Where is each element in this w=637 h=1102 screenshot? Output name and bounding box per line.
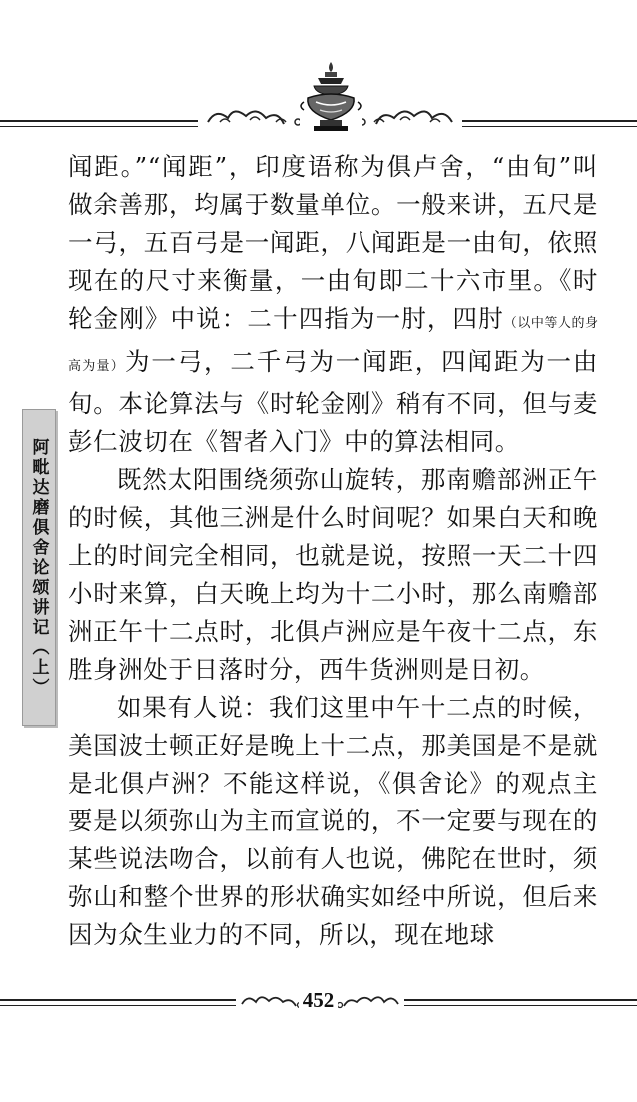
paragraph-1-text-after: 为一弓，二千弓为一闻距，四闻距为一由旬。本论算法与《时轮金刚》稍有不同，但与麦彭仁波切在《智者入门》中的算法相同。 (68, 346, 598, 457)
paragraph-2: 既然太阳围绕须弥山旋转，那南赡部洲正午的时候，其他三洲是什么时间呢？如果白天和晚上的时间完全相同，也就是说，按照一天二十四小时来算，白天晚上均为十二小时，那么南赡部洲正午十二点时，北俱卢洲应是午夜十二点，东胜身洲处于日落时分，西牛货洲则是日初。 (68, 465, 598, 684)
paragraph-1-note: （以中等人的身高为量） (68, 315, 598, 374)
book-title-tab (22, 409, 56, 726)
header-cloud-right-icon (352, 98, 462, 134)
book-title: 阿毗达磨俱舍论颂讲记（上） (28, 437, 49, 698)
paragraph-1-text-before: 闻距。”“闻距”，印度语称为俱卢舍，“由旬”叫做余善那，均属于数量单位。一般来讲，五尺是一弓，五百弓是一闻距，八闻距是一由旬，依照现在的尺寸来衡量，一由旬即二十六市里。《时轮金刚》中说：二十四指为一肘，四肘 (68, 152, 598, 333)
paragraph-3: 如果有人说：我们这里中午十二点的时候，美国波士顿正好是晚上十二点，那美国是不是就是北俱卢洲？不能这样说，《俱舍论》的观点主要是以须弥山为主而宣说的，不一定要与现在的某些说法吻合，以前有人也说，佛陀在世时，须弥山和整个世界的形状确实如经中所说，但后来因为众生业力的不同，所以，现在地球 (68, 692, 598, 950)
header-cloud-left-icon (198, 98, 308, 134)
treasure-vase-icon (296, 58, 366, 134)
paragraph-1 (68, 148, 598, 461)
body-text (68, 148, 598, 954)
page-number (0, 988, 637, 1013)
page-number-text: 452 (299, 988, 339, 1012)
